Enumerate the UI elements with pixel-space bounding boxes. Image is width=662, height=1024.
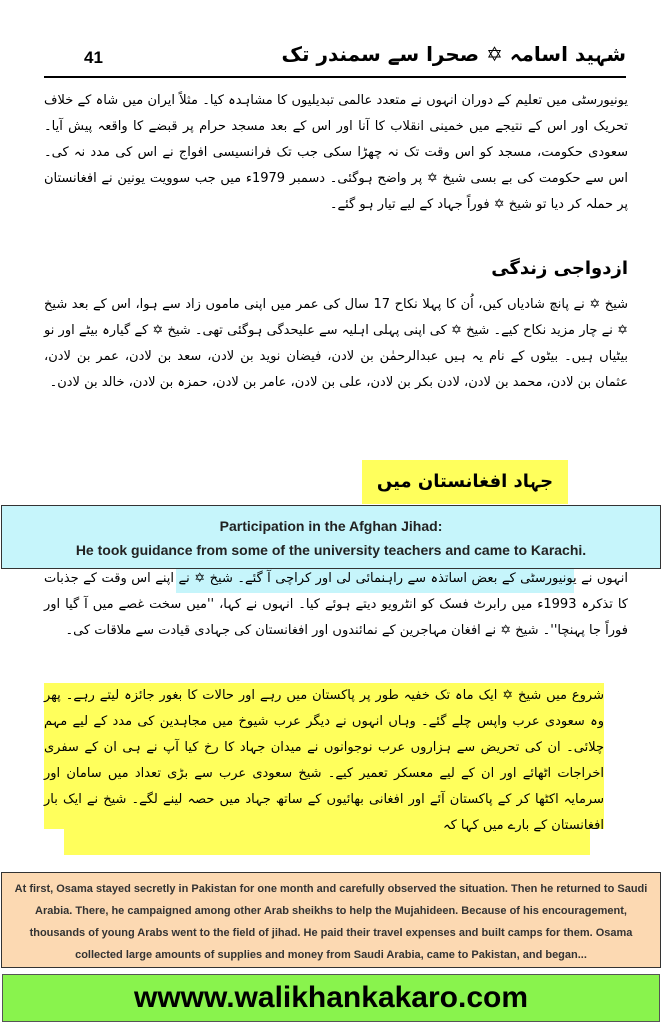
- page-header: [44, 38, 626, 82]
- heading-marital-life: ازدواجی زندگی: [491, 258, 628, 279]
- paragraph-university: یونیورسٹی میں تعلیم کے دوران انہوں نے متعدد عالمی تبدیلیوں کا مشاہدہ کیا۔ مثلاً ایران میں شاہ کے خلاف تحریک اور اس کے نتیجے میں خمینی انقلاب کا آنا اور اس کے بعد مسجد حرام پر قبضے کا واقعہ پیش آیا۔ سعودی حکومت، مسجد کو اس وقت تک نہ چھڑا سکی جب تک فرانسیسی افواج نے اس کی مدد نہ کی۔ اس سے حکومت کی بے بسی شیخ ✡ پر واضح ہوگئی۔ دسمبر 1979ء میں جب سوویت یونین نے افغانستان پر حملہ کر دیا تو شیخ ✡ فوراً جہاد کے لیے تیار ہو گئے۔: [44, 93, 628, 212]
- translation-box-heading: [1, 505, 661, 569]
- paragraph-pakistan-stay: شروع میں شیخ ✡ ایک ماہ تک خفیہ طور پر پاکستان میں رہے اور حالات کا بغور جائزہ لیتے رہے۔ پھر وہ سعودی عرب واپس چلے گئے۔ وہاں انہوں نے دیگر عرب شیوخ میں مجاہدین کی مدد کے لیے مہم چلائی۔ ان کی تحریض سے ہزاروں عرب نوجوانوں نے میدان جہاد کا رخ کیا آپ نے ہی ان کے سفری اخراجات اٹھائے اور ان کے لیے معسکر تعمیر کیے۔ شیخ سعودی عرب سے بڑی تعداد میں سامان اور سرمایہ اکٹھا کر کے پاکستان آئے اور افغانی بھائیوں کے ساتھ جہاد میں حصہ لینے لگے۔ شیخ نے ایک بار افغانستان کے بارے میں کہا کہ: [44, 688, 604, 833]
- book-title: شہید اسامہ ✡ صحرا سے سمندر تک: [281, 42, 626, 66]
- paragraph-karachi: انہوں نے یونیورسٹی کے بعض اساتذہ سے راہنمائی لی اور کراچی آ گئے۔ شیخ ✡ نے اپنے اس وقت کے جذبات کا تذکرہ 1993ء میں رابرٹ فسک کو انٹرویو دیتے ہوئے کیا۔ انہوں نے کہا، ''میں سخت غصے میں آ گیا اور فوراً جا پہنچا''۔ شیخ ✡ نے افغان مہاجرین کے نمائندوں اور افغانستان کی جہادی قیادت سے ملاقات کی۔: [44, 571, 628, 638]
- paragraph-marriage: شیخ ✡ نے پانچ شادیاں کیں، اُن کا پہلا نکاح 17 سال کی عمر میں اپنی ماموں زاد سے ہوا، اس کے بعد شیخ ✡ نے چار مزید نکاح کیے۔ شیخ ✡ کی اپنی پہلی اہلیہ سے علیحدگی ہوگئی تھی۔ شیخ ✡ کے گیارہ بیٹے اور نو بیٹیاں ہیں۔ بیٹوں کے نام یہ ہیں عبدالرحمٰن بن لادن، فیضان نوید بن لادن، سعد بن لادن، عمر بن لادن، عثمان بن لادن، محمد بن لادن، لادن بکر بن لادن، علی بن لادن، عامر بن لادن، حمزہ بن لادن، خالد بن لادن۔: [44, 297, 629, 390]
- translation-box-paragraph: At first, Osama stayed secretly in Pakistan for one month and carefully observed the situation. Then he returned to Saudi Arabia. There, he campaigned among other Arab sheikhs to help the Mujahideen. Because of his encouragement, thousands of young Arabs went to the field of jihad. He paid their travel expenses and built camps for them. Osama collected large amounts of supplies and money from Saudi Arabia, came to Pakistan, and began...: [1, 872, 661, 968]
- header-divider: [44, 76, 626, 78]
- translation-heading-line: Participation in the Afghan Jihad:: [219, 518, 443, 534]
- website-banner[interactable]: wwww.walikhankakaro.com: [2, 974, 660, 1022]
- heading-afghan-jihad: جہاد افغانستان میں: [362, 460, 568, 504]
- translation-guidance-line: He took guidance from some of the university teachers and came to Karachi.: [75, 542, 587, 558]
- page-number: 41: [84, 48, 103, 67]
